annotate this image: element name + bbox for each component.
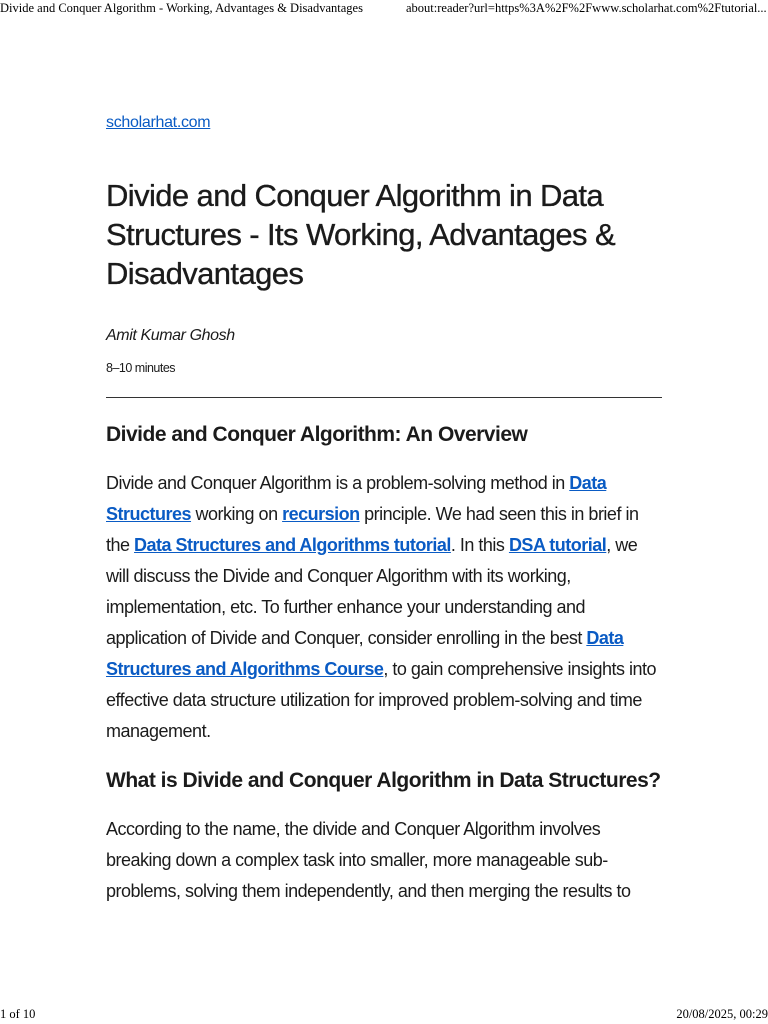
overview-text: , we will discuss the Divide and Conquer Algorithm with its working, implementation, etc. To further enhance your understanding and application of Divide and Conquer, consider enrolling in the best	[106, 535, 638, 648]
link-dsa-tutorial[interactable]: DSA tutorial	[508, 535, 607, 555]
overview-text: . In this	[450, 535, 509, 555]
link-dsa-tutorial-full[interactable]: Data Structures and Algorithms tutorial	[134, 535, 451, 555]
print-header-title: Divide and Conquer Algorithm - Working, Advantages & Disadvantages	[0, 1, 363, 15]
article-author: Amit Kumar Ghosh	[106, 327, 235, 344]
article-title: Divide and Conquer Algorithm in Data Structures - Its Working, Advantages & Disadvantages	[106, 178, 616, 291]
overview-text: , to gain comprehensive insights into effective data structure utilization for improved problem-solving and time management.	[106, 659, 657, 741]
section-heading-what-is: What is Divide and Conquer Algorithm in Data Structures?	[106, 769, 661, 792]
link-data-structures[interactable]: Data Structures	[106, 473, 607, 524]
page-number: 1 of 10	[0, 1007, 36, 1021]
source-domain-link[interactable]: scholarhat.com	[106, 114, 211, 131]
header-separator	[106, 397, 662, 398]
print-datetime: 20/08/2025, 00:29	[676, 1007, 768, 1021]
print-footer	[0, 1006, 768, 1024]
link-dsa-course[interactable]: Data Structures and Algorithms Course	[106, 628, 624, 679]
section-heading-overview: Divide and Conquer Algorithm: An Overview	[106, 423, 528, 446]
what-is-paragraph: According to the name, the divide and Conquer Algorithm involves breaking down a complex task into smaller, more manageable sub-problems, solving them independently, and then merging the results to	[106, 819, 631, 901]
print-header	[0, 0, 768, 18]
overview-paragraph	[106, 468, 662, 747]
reading-time: 8–10 minutes	[106, 361, 176, 375]
reader-article	[106, 114, 662, 907]
link-recursion[interactable]: recursion	[282, 504, 360, 524]
print-header-url: about:reader?url=https%3A%2F%2Fwww.scholarhat.com%2Ftutorial...	[406, 1, 767, 15]
overview-text: principle. We had seen this in brief in the	[106, 504, 639, 555]
overview-text: working on	[191, 504, 283, 524]
overview-text: Divide and Conquer Algorithm is a problem-solving method in	[106, 473, 570, 493]
